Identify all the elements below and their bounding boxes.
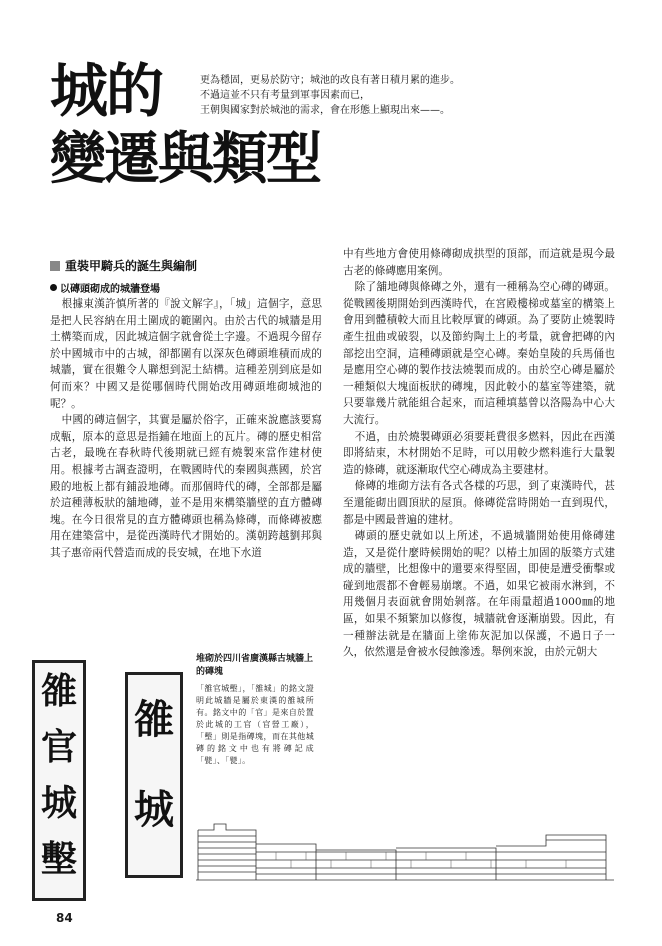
title-line-2: 變遷與類型 [50,127,320,192]
round-bullet-icon [50,284,57,291]
inscription-glyph: 雒 [134,696,174,743]
intro-line: 更為穩固，更易於防守；城池的改良有著日積月累的進步。 [200,75,460,86]
paragraph: 條磚的堆砌方法有各式各樣的巧思，到了東漢時代，甚至還能砌出圓頂狀的屋頂。條磚從當時開始一直到現代，都是中國最普遍的建材。 [343,480,615,526]
subheading [50,280,160,295]
page-number: 84 [56,911,73,925]
paragraph: 除了舖地磚與條磚之外，還有一種稱為空心磚的磚頭。從戰國後期開始到西漢時代，在宮殿樓梯或墓室的構築上會用到體積較大而且比較厚實的磚頭。為了要防止燒製時產生扭曲或破裂，以及節約陶土上的考量，就會把磚的內部挖出空洞，這種磚頭就是空心磚。秦始皇陵的兵馬俑也是應用空心磚的製作技法燒製而成的。由於空心磚是屬於一種類似大塊面板狀的磚塊，因此較小的墓室等建築，就只要靠幾片就能組合起來，而這種填墓曾以洛陽為中心大大流行。 [343,281,615,426]
brick-inscription-rubbing [125,672,183,878]
inscription-glyph: 雒 [40,670,77,712]
inscription-glyph: 城 [40,782,77,824]
caption-body: 「雒官城墼」，「雒城」的銘文證明此城牆是屬於東漢的雒城所有。銘文中的「官」是來自於置於此城的工官（官營工廠），「墼」則是指磚塊，而在其他城磚的銘文中也有將磚記成「甓」、「甓」。 [196,684,314,765]
section-header [50,255,322,273]
paragraph: 中國的磚這個字，其實是屬於俗字，正確來說應該要寫成甎，原本的意思是指鋪在地面上的瓦片。磚的歷史相當古老，最晚在春秋時代後期就已經有燒製來當作建材使用。根據考古調查證明，在戰國時代的秦國與燕國，於宮殿的地板上都有鋪設地磚。而那個時代的磚，全部都是屬於這種薄板狀的舖地磚，並不是用來構築牆壁的直方體磚塊。在今日很常見的直方體磚頭也稱為條磚，而條磚被應用在建築當中，是從西漢時代才開始的。漢朝跨越劉邦與其子惠帝兩代營造而成的長安城，在地下水道 [50,414,322,559]
paragraph: 磚頭的歷史就如以上所述，不過城牆開始使用條磚建造，又是從什麼時候開始的呢？以椿土加固的版築方式建成的牆壁，比想像中的還要來得堅固，即使是遭受衝擊或碰到地震都不會輕易崩壞。不過，如果它被雨水淋到，不用幾個月表面就會開始剝落。在年雨量超過1000㎜的地區，如果不頻繁加以修復，城牆就會逐漸崩毀。因此，有一種辦法就是在牆面上塗佈灰泥加以保護，不過日子一久，依然還是會被水侵蝕滲透。舉例來說，由於元朝大 [343,530,615,659]
caption-title: 堆砌於四川省廣漢縣古城牆上的磚塊 [196,654,314,677]
left-column [50,296,322,562]
title-line-1: 城的 [50,57,163,125]
paragraph: 根據東漢許慎所著的『說文解字』，「城」這個字，意思是把人民容納在用土圍成的範圍內。由於古代的城牆是用土構築而成，因此城這個字就會從土字邊。不過現今留存於中國城市中的古城，卻都圍有以深灰色磚頭堆積而成的城牆，實在很難令人聯想到泥土結構。這種差別到底是如何而來？中國又是從哪個時代開始改用磚頭堆砌城池的呢？。 [50,298,322,410]
inscription-glyph: 墼 [40,838,77,880]
inscription-glyph: 城 [134,786,174,833]
paragraph: 中有些地方會使用條磚砌成拱型的頂部，而這就是現今最古老的條磚應用案例。 [343,248,615,277]
intro-line: 不過這並不只有考量到軍事因素而已， [200,90,370,101]
intro-line: 王朝與國家對於城池的需求，會在形態上顯現出來——。 [200,105,450,116]
right-column [343,246,615,661]
section-title: 重裝甲騎兵的誕生與編制 [65,259,198,273]
brick-inscription-rubbing [32,660,86,901]
paragraph: 不過，由於燒製磚頭必須要耗費很多燃料，因此在西漢即將結束，木材開始不足時，可以用較少燃料進行大量製造的條磚，就逐漸取代空心磚成為主要建材。 [343,430,615,476]
brick-wall-illustration [196,820,616,885]
square-bullet-icon [50,261,60,271]
subheading-text: 以磚頭砌成的城牆登場 [60,284,160,295]
intro-text [200,73,520,118]
inscription-glyph: 官 [40,726,77,768]
figure-caption [196,653,314,767]
